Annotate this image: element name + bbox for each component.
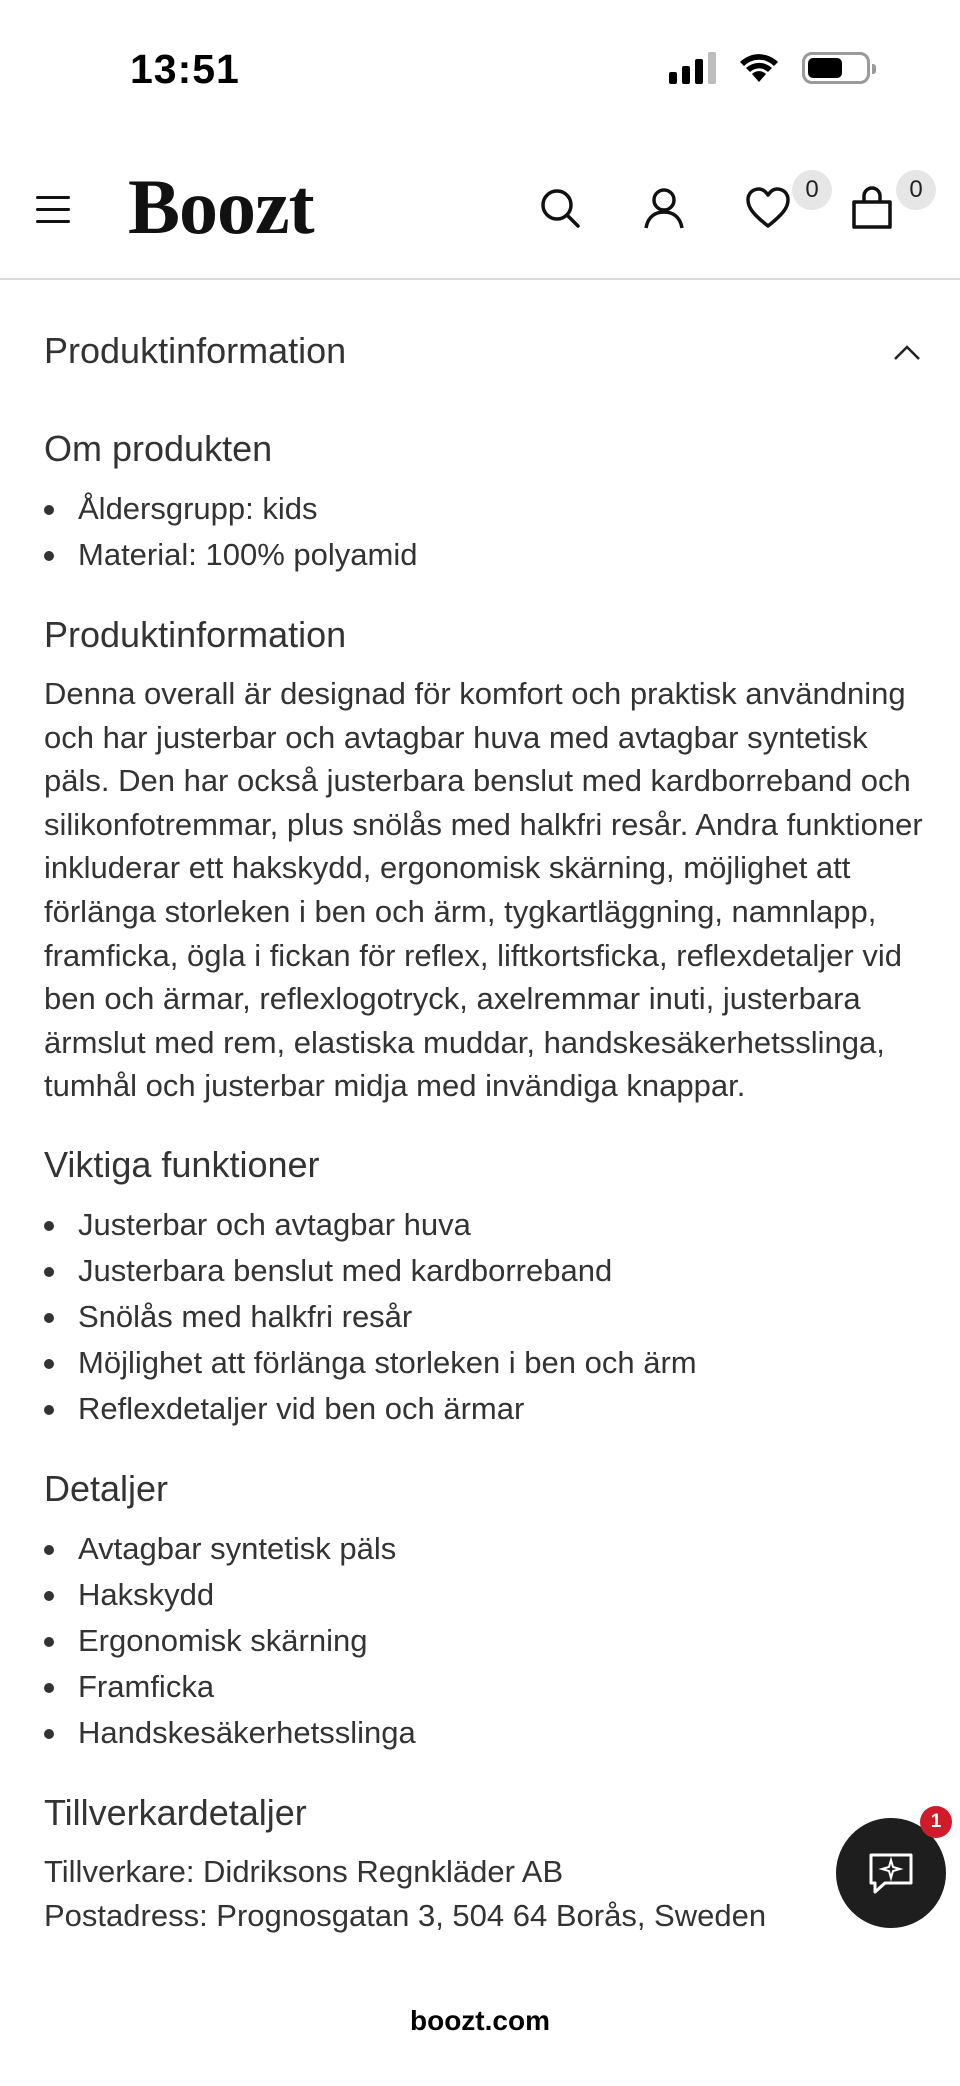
list-item: Material: 100% polyamid — [44, 532, 924, 578]
account-icon[interactable] — [640, 184, 688, 232]
key-features-list — [44, 1202, 924, 1432]
status-icons — [669, 52, 870, 84]
wishlist-button[interactable] — [744, 176, 819, 232]
list-item: Snölås med halkfri resår — [44, 1294, 924, 1340]
accordion-title: Produktinformation — [44, 330, 347, 371]
shopping-bag-icon — [848, 184, 896, 232]
cart-button[interactable] — [848, 176, 923, 232]
product-info-content — [44, 280, 924, 1973]
wifi-icon — [738, 52, 780, 84]
list-item: Åldersgrupp: kids — [44, 486, 924, 532]
list-item: Framficka — [44, 1664, 924, 1710]
chat-notification-badge: 1 — [920, 1806, 952, 1838]
manufacturer-section — [44, 1792, 924, 1937]
about-list — [44, 486, 924, 578]
search-icon[interactable] — [536, 184, 584, 232]
list-item: Avtagbar syntetisk päls — [44, 1526, 924, 1572]
about-heading: Om produkten — [44, 428, 273, 469]
manufacturer-address: Postadress: Prognosgatan 3, 504 64 Borås, Sweden — [44, 1897, 767, 1933]
key-features-heading: Viktiga funktioner — [44, 1143, 320, 1185]
hamburger-menu-icon[interactable] — [36, 196, 70, 224]
list-item: Justerbar och avtagbar huva — [44, 1202, 924, 1248]
chat-icon — [865, 1849, 917, 1897]
details-heading: Detaljer — [44, 1467, 169, 1509]
boozt-logo[interactable]: Boozt — [128, 163, 314, 250]
list-item: Hakskydd — [44, 1572, 924, 1618]
about-section — [44, 428, 924, 578]
manufacturer-line: Tillverkare: Didriksons Regnkläder AB — [44, 1853, 564, 1889]
product-info-heading: Produktinformation — [44, 614, 347, 655]
list-item: Justerbara benslut med kardborreband — [44, 1248, 924, 1294]
manufacturer-heading: Tillverkardetaljer — [44, 1791, 307, 1833]
status-time: 13:51 — [130, 46, 240, 92]
list-item: Reflexdetaljer vid ben och ärmar — [44, 1386, 924, 1432]
details-section — [44, 1468, 924, 1756]
status-bar — [0, 0, 960, 140]
site-header — [0, 140, 960, 280]
details-list — [44, 1526, 924, 1756]
product-description: Denna overall är designad för komfort och praktisk användning och har justerbar och avtagbar huva med avtagbar syntetisk päls. Den har också justerbara benslut med kardborreband och silikonfotremmar, plus snölås med halkfri resår. Andra funktioner inkluderar ett hakskydd, ergonomisk skärning, möjlighet att förlänga storleken i ben och ärm, tygkartläggning, namnlapp, framficka, ögla i fickan för reflex, liftkortsficka, reflexdetaljer vid ben och ärmar, reflexlogotryck, axelremmar inuti, justerbara ärmslut med rem, elastiska muddar, handskesäkerhetsslinga, tumhål och justerbar midja med invändiga knappar. — [44, 676, 923, 1104]
list-item: Ergonomisk skärning — [44, 1618, 924, 1664]
cellular-signal-icon — [669, 52, 716, 84]
heart-icon — [744, 184, 792, 232]
battery-icon — [802, 52, 870, 84]
key-features-section — [44, 1144, 924, 1432]
wishlist-count-badge: 0 — [792, 170, 832, 210]
produktinformation-accordion-header[interactable] — [44, 280, 924, 428]
browser-url-bar[interactable]: boozt.com — [362, 1990, 598, 2052]
cart-count-badge: 0 — [896, 170, 936, 210]
chevron-up-icon[interactable] — [892, 342, 922, 362]
list-item: Handskesäkerhetsslinga — [44, 1710, 924, 1756]
product-info-section — [44, 614, 924, 1108]
list-item: Möjlighet att förlänga storleken i ben och ärm — [44, 1340, 924, 1386]
